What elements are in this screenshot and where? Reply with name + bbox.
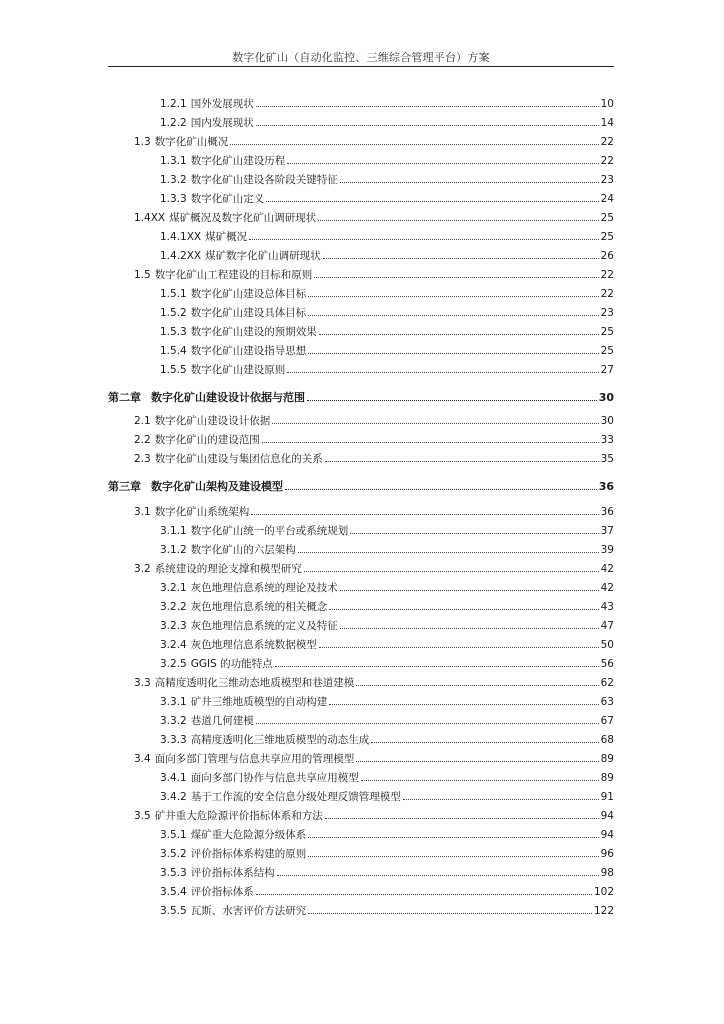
dot-leader [318, 220, 599, 221]
toc-entry[interactable] [160, 789, 614, 805]
toc-chapter-entry[interactable] [108, 479, 614, 495]
toc-entry-title: 数字化矿山建设的预期效果 [190, 326, 317, 338]
dot-leader [308, 353, 598, 354]
dot-leader [266, 201, 598, 202]
toc-entry[interactable] [160, 324, 614, 340]
toc-entry[interactable] [134, 675, 614, 691]
dot-leader [314, 277, 598, 278]
toc-entry-title: 数字化矿山建设具体目标 [190, 307, 307, 319]
toc-entry-page-number: 25 [600, 231, 614, 243]
toc-entry-page-number: 30 [600, 415, 614, 427]
dot-leader [340, 182, 599, 183]
toc-entry-page-number: 62 [600, 677, 614, 689]
toc-entry-page-number: 22 [600, 269, 614, 281]
toc-entry-page-number: 25 [600, 345, 614, 357]
toc-entry[interactable] [134, 561, 614, 577]
toc-entry-title: 数字化矿山建设指导思想 [190, 345, 307, 357]
toc-entry[interactable] [160, 770, 614, 786]
page-header: 数字化矿山（自动化监控、三维综合管理平台）方案 [232, 51, 490, 64]
dot-leader [350, 533, 598, 534]
toc-entry-page-number: 22 [600, 155, 614, 167]
toc-entry-title: 面向多部门协作与信息共享应用模型 [190, 772, 359, 784]
toc-entry-number: 3.4 [134, 753, 151, 765]
toc-entry-page-number: 10 [600, 98, 614, 110]
dot-leader [325, 461, 599, 462]
dot-leader [287, 372, 598, 373]
toc-entry[interactable] [134, 432, 614, 448]
toc-entry-number: 1.2.2 [160, 117, 187, 129]
toc-entry-number: 2.3 [134, 453, 151, 465]
toc-entry-page-number: 47 [600, 620, 614, 632]
toc-entry-number: 1.5.2 [160, 307, 187, 319]
toc-entry-title: 灰色地理信息系统数据模型 [190, 639, 317, 651]
toc-entry-title: 数字化矿山工程建设的目标和原则 [154, 269, 313, 281]
dot-leader [256, 723, 599, 724]
toc-entry-page-number: 30 [598, 391, 614, 404]
toc-entry-title: 评价指标体系 [190, 886, 254, 898]
dot-leader [323, 258, 599, 259]
toc-entry-number: 1.3.1 [160, 155, 187, 167]
toc-entry-number: 3.3 [134, 677, 151, 689]
toc-entry-number: 1.5.5 [160, 364, 187, 376]
toc-entry-page-number: 42 [600, 563, 614, 575]
toc-entry-page-number: 89 [600, 753, 614, 765]
toc-entry-number: 第二章 [108, 391, 141, 404]
toc-entry-page-number: 94 [600, 829, 614, 841]
toc-entry-page-number: 39 [600, 544, 614, 556]
toc-entry-number: 3.2.5 [160, 658, 187, 670]
toc-entry[interactable] [160, 229, 614, 245]
toc-entry-title: 数字化矿山建设各阶段关键特征 [190, 174, 338, 186]
dot-leader [329, 609, 598, 610]
toc-entry[interactable] [160, 884, 614, 900]
toc-entry-number: 3.2 [134, 563, 151, 575]
toc-entry-title: 系统建设的理论支撑和模型研究 [154, 563, 302, 575]
toc-entry-page-number: 96 [600, 848, 614, 860]
dot-leader [287, 163, 598, 164]
toc-entry-number: 1.3.3 [160, 193, 187, 205]
dot-leader [325, 818, 599, 819]
toc-entry-number: 3.5.2 [160, 848, 187, 860]
dot-leader [308, 856, 598, 857]
dot-leader [340, 590, 599, 591]
dot-leader [262, 442, 599, 443]
toc-entry-page-number: 25 [600, 326, 614, 338]
toc-entry-number: 第三章 [108, 480, 141, 493]
toc-entry-page-number: 50 [600, 639, 614, 651]
toc-entry-number: 3.5.5 [160, 905, 187, 917]
toc-entry-page-number: 91 [600, 791, 614, 803]
toc-entry-number: 1.3 [134, 136, 151, 148]
dot-leader [340, 628, 599, 629]
toc-entry-title: 国外发展现状 [190, 98, 254, 110]
toc-entry[interactable] [160, 523, 614, 539]
toc-entry[interactable] [160, 343, 614, 359]
toc-entry-title: 煤矿概况及数字化矿山调研现状 [169, 212, 317, 224]
toc-entry-number: 3.4.1 [160, 772, 187, 784]
dot-leader [304, 571, 599, 572]
dot-leader [275, 666, 599, 667]
toc-entry-page-number: 33 [600, 434, 614, 446]
toc-entry-title: GGIS 的功能特点 [190, 658, 273, 670]
toc-entry-page-number: 25 [600, 212, 614, 224]
toc-entry-page-number: 22 [600, 288, 614, 300]
toc-entry[interactable] [160, 618, 614, 634]
toc-entry-title: 数字化矿山建设设计依据 [154, 415, 271, 427]
toc-entry-number: 1.5.4 [160, 345, 187, 357]
toc-entry[interactable] [160, 362, 614, 378]
toc-entry-page-number: 63 [600, 696, 614, 708]
toc-entry-number: 3.1.1 [160, 525, 187, 537]
toc-entry-number: 3.3.2 [160, 715, 187, 727]
toc-entry-title: 数字化矿山的建设范围 [154, 434, 260, 446]
dot-leader [308, 315, 598, 316]
toc-entry-title: 灰色地理信息系统的理论及技术 [190, 582, 338, 594]
dot-leader [308, 913, 592, 914]
toc-entry-number: 3.4.2 [160, 791, 187, 803]
dot-leader [251, 514, 598, 515]
toc-entry-number: 3.2.2 [160, 601, 187, 613]
dot-leader [361, 780, 599, 781]
toc-entry-title: 基于工作流的安全信息分级处理反馈管理模型 [190, 791, 401, 803]
toc-entry-page-number: 14 [600, 117, 614, 129]
dot-leader [403, 799, 599, 800]
toc-entry[interactable] [134, 808, 614, 824]
dot-leader [308, 296, 598, 297]
toc-entry[interactable] [160, 713, 614, 729]
toc-entry-title: 数字化矿山建设与集团信息化的关系 [154, 453, 323, 465]
toc-entry-title: 国内发展现状 [190, 117, 254, 129]
toc-entry-number: 1.4.1XX [160, 231, 202, 243]
toc-entry-title: 矿井三维地质模型的自动构建 [190, 696, 328, 708]
toc-entry-number: 3.1 [134, 506, 151, 518]
dot-leader [319, 334, 599, 335]
toc-entry-page-number: 56 [600, 658, 614, 670]
toc-entry-number: 3.2.3 [160, 620, 187, 632]
toc-entry-number: 3.5.1 [160, 829, 187, 841]
toc-entry-page-number: 23 [600, 174, 614, 186]
dot-leader [371, 742, 598, 743]
toc-entry-page-number: 43 [600, 601, 614, 613]
toc-entry[interactable] [160, 248, 614, 264]
toc-entry-number: 1.4XX [134, 212, 166, 224]
toc-entry-title: 巷道几何建模 [190, 715, 254, 727]
toc-entry-number: 3.3.3 [160, 734, 187, 746]
toc-entry[interactable] [160, 172, 614, 188]
toc-entry[interactable] [160, 656, 614, 672]
toc-entry-page-number: 36 [598, 480, 614, 493]
toc-entry-page-number: 98 [600, 867, 614, 879]
dot-leader [272, 423, 598, 424]
toc-entry-number: 3.5.3 [160, 867, 187, 879]
toc-entry-title: 数字化矿山建设原则 [190, 364, 286, 376]
toc-entry-title: 煤矿概况 [205, 231, 248, 243]
toc-entry-number: 1.5.3 [160, 326, 187, 338]
dot-leader [277, 875, 599, 876]
dot-leader [256, 125, 599, 126]
toc-entry-page-number: 36 [600, 506, 614, 518]
toc-entry-number: 1.4.2XX [160, 250, 202, 262]
toc-entry[interactable] [160, 903, 614, 919]
toc-entry-number: 3.3.1 [160, 696, 187, 708]
toc-entry-title: 数字化矿山概况 [154, 136, 229, 148]
toc-entry-number: 3.5.4 [160, 886, 187, 898]
toc-entry-page-number: 67 [600, 715, 614, 727]
toc-entry[interactable] [160, 580, 614, 596]
toc-entry-title: 数字化矿山建设历程 [190, 155, 286, 167]
toc-entry[interactable] [160, 191, 614, 207]
toc-entry-page-number: 22 [600, 136, 614, 148]
header-rule [108, 66, 614, 67]
toc-entry-number: 2.1 [134, 415, 151, 427]
toc-entry-title: 评价指标体系构建的原则 [190, 848, 307, 860]
toc-entry[interactable] [160, 542, 614, 558]
toc-entry[interactable] [134, 210, 614, 226]
toc-entry[interactable] [134, 267, 614, 283]
toc-entry-page-number: 27 [600, 364, 614, 376]
dot-leader [230, 144, 598, 145]
toc-entry-title: 高精度透明化三维地质模型的动态生成 [190, 734, 370, 746]
dot-leader [308, 837, 598, 838]
toc-entry-title: 面向多部门管理与信息共享应用的管理模型 [154, 753, 355, 765]
toc-entry-title: 数字化矿山架构及建设模型 [151, 480, 283, 493]
toc-entry-page-number: 89 [600, 772, 614, 784]
toc-entry[interactable] [160, 305, 614, 321]
toc-entry-title: 煤矿数字化矿山调研现状 [205, 250, 321, 262]
dot-leader [256, 106, 599, 107]
toc-entry-title: 矿井重大危险源评价指标体系和方法 [154, 810, 323, 822]
dot-leader [329, 704, 598, 705]
toc-entry-title: 数字化矿山的六层架构 [190, 544, 296, 556]
toc-entry[interactable] [160, 115, 614, 131]
dot-leader [307, 400, 597, 401]
toc-entry[interactable] [160, 827, 614, 843]
toc-entry-number: 3.5 [134, 810, 151, 822]
dot-leader [249, 239, 599, 240]
toc-entry-number: 3.1.2 [160, 544, 187, 556]
toc-chapter-entry[interactable] [108, 390, 614, 406]
toc-entry-number: 2.2 [134, 434, 151, 446]
toc-entry-page-number: 68 [600, 734, 614, 746]
toc-entry[interactable] [134, 451, 614, 467]
toc-entry-page-number: 35 [600, 453, 614, 465]
toc-entry-page-number: 23 [600, 307, 614, 319]
toc-entry-title: 数字化矿山建设设计依据与范围 [151, 391, 305, 404]
dot-leader [285, 489, 597, 490]
toc-entry[interactable] [160, 96, 614, 112]
toc-entry-page-number: 122 [593, 905, 614, 917]
toc-entry[interactable] [160, 732, 614, 748]
toc-entry[interactable] [160, 599, 614, 615]
toc-entry-title: 高精度透明化三维动态地质模型和巷道建模 [154, 677, 355, 689]
dot-leader [356, 761, 598, 762]
toc-entry-title: 评价指标体系结构 [190, 867, 275, 879]
toc-entry[interactable] [160, 846, 614, 862]
toc-entry[interactable] [160, 286, 614, 302]
toc-entry-page-number: 37 [600, 525, 614, 537]
toc-entry[interactable] [134, 413, 614, 429]
toc-entry-page-number: 42 [600, 582, 614, 594]
toc-entry[interactable] [134, 504, 614, 520]
toc-entry-title: 煤矿重大危险源分级体系 [190, 829, 307, 841]
toc-entry[interactable] [160, 153, 614, 169]
dot-leader [319, 647, 599, 648]
toc-entry-page-number: 26 [600, 250, 614, 262]
toc-entry-title: 数字化矿山建设总体目标 [190, 288, 307, 300]
toc-entry-number: 1.5.1 [160, 288, 187, 300]
toc-entry-number: 1.5 [134, 269, 151, 281]
toc-entry-page-number: 24 [600, 193, 614, 205]
toc-entry-page-number: 94 [600, 810, 614, 822]
toc-entry-title: 瓦斯、水害评价方法研究 [190, 905, 307, 917]
toc-entry-title: 数字化矿山统一的平台或系统规划 [190, 525, 349, 537]
toc-entry[interactable] [134, 134, 614, 150]
toc-entry[interactable] [134, 751, 614, 767]
toc-entry[interactable] [160, 694, 614, 710]
dot-leader [356, 685, 598, 686]
toc-entry-title: 数字化矿山系统架构 [154, 506, 250, 518]
toc-entry-title: 灰色地理信息系统的定义及特征 [190, 620, 338, 632]
toc-entry-number: 3.2.4 [160, 639, 187, 651]
toc-entry-title: 灰色地理信息系统的相关概念 [190, 601, 328, 613]
toc-entry[interactable] [160, 865, 614, 881]
dot-leader [298, 552, 599, 553]
toc-entry-number: 3.2.1 [160, 582, 187, 594]
toc-entry-number: 1.2.1 [160, 98, 187, 110]
toc-entry-number: 1.3.2 [160, 174, 187, 186]
toc-entry[interactable] [160, 637, 614, 653]
toc-entry-page-number: 102 [593, 886, 614, 898]
toc-entry-title: 数字化矿山定义 [190, 193, 265, 205]
dot-leader [256, 894, 592, 895]
